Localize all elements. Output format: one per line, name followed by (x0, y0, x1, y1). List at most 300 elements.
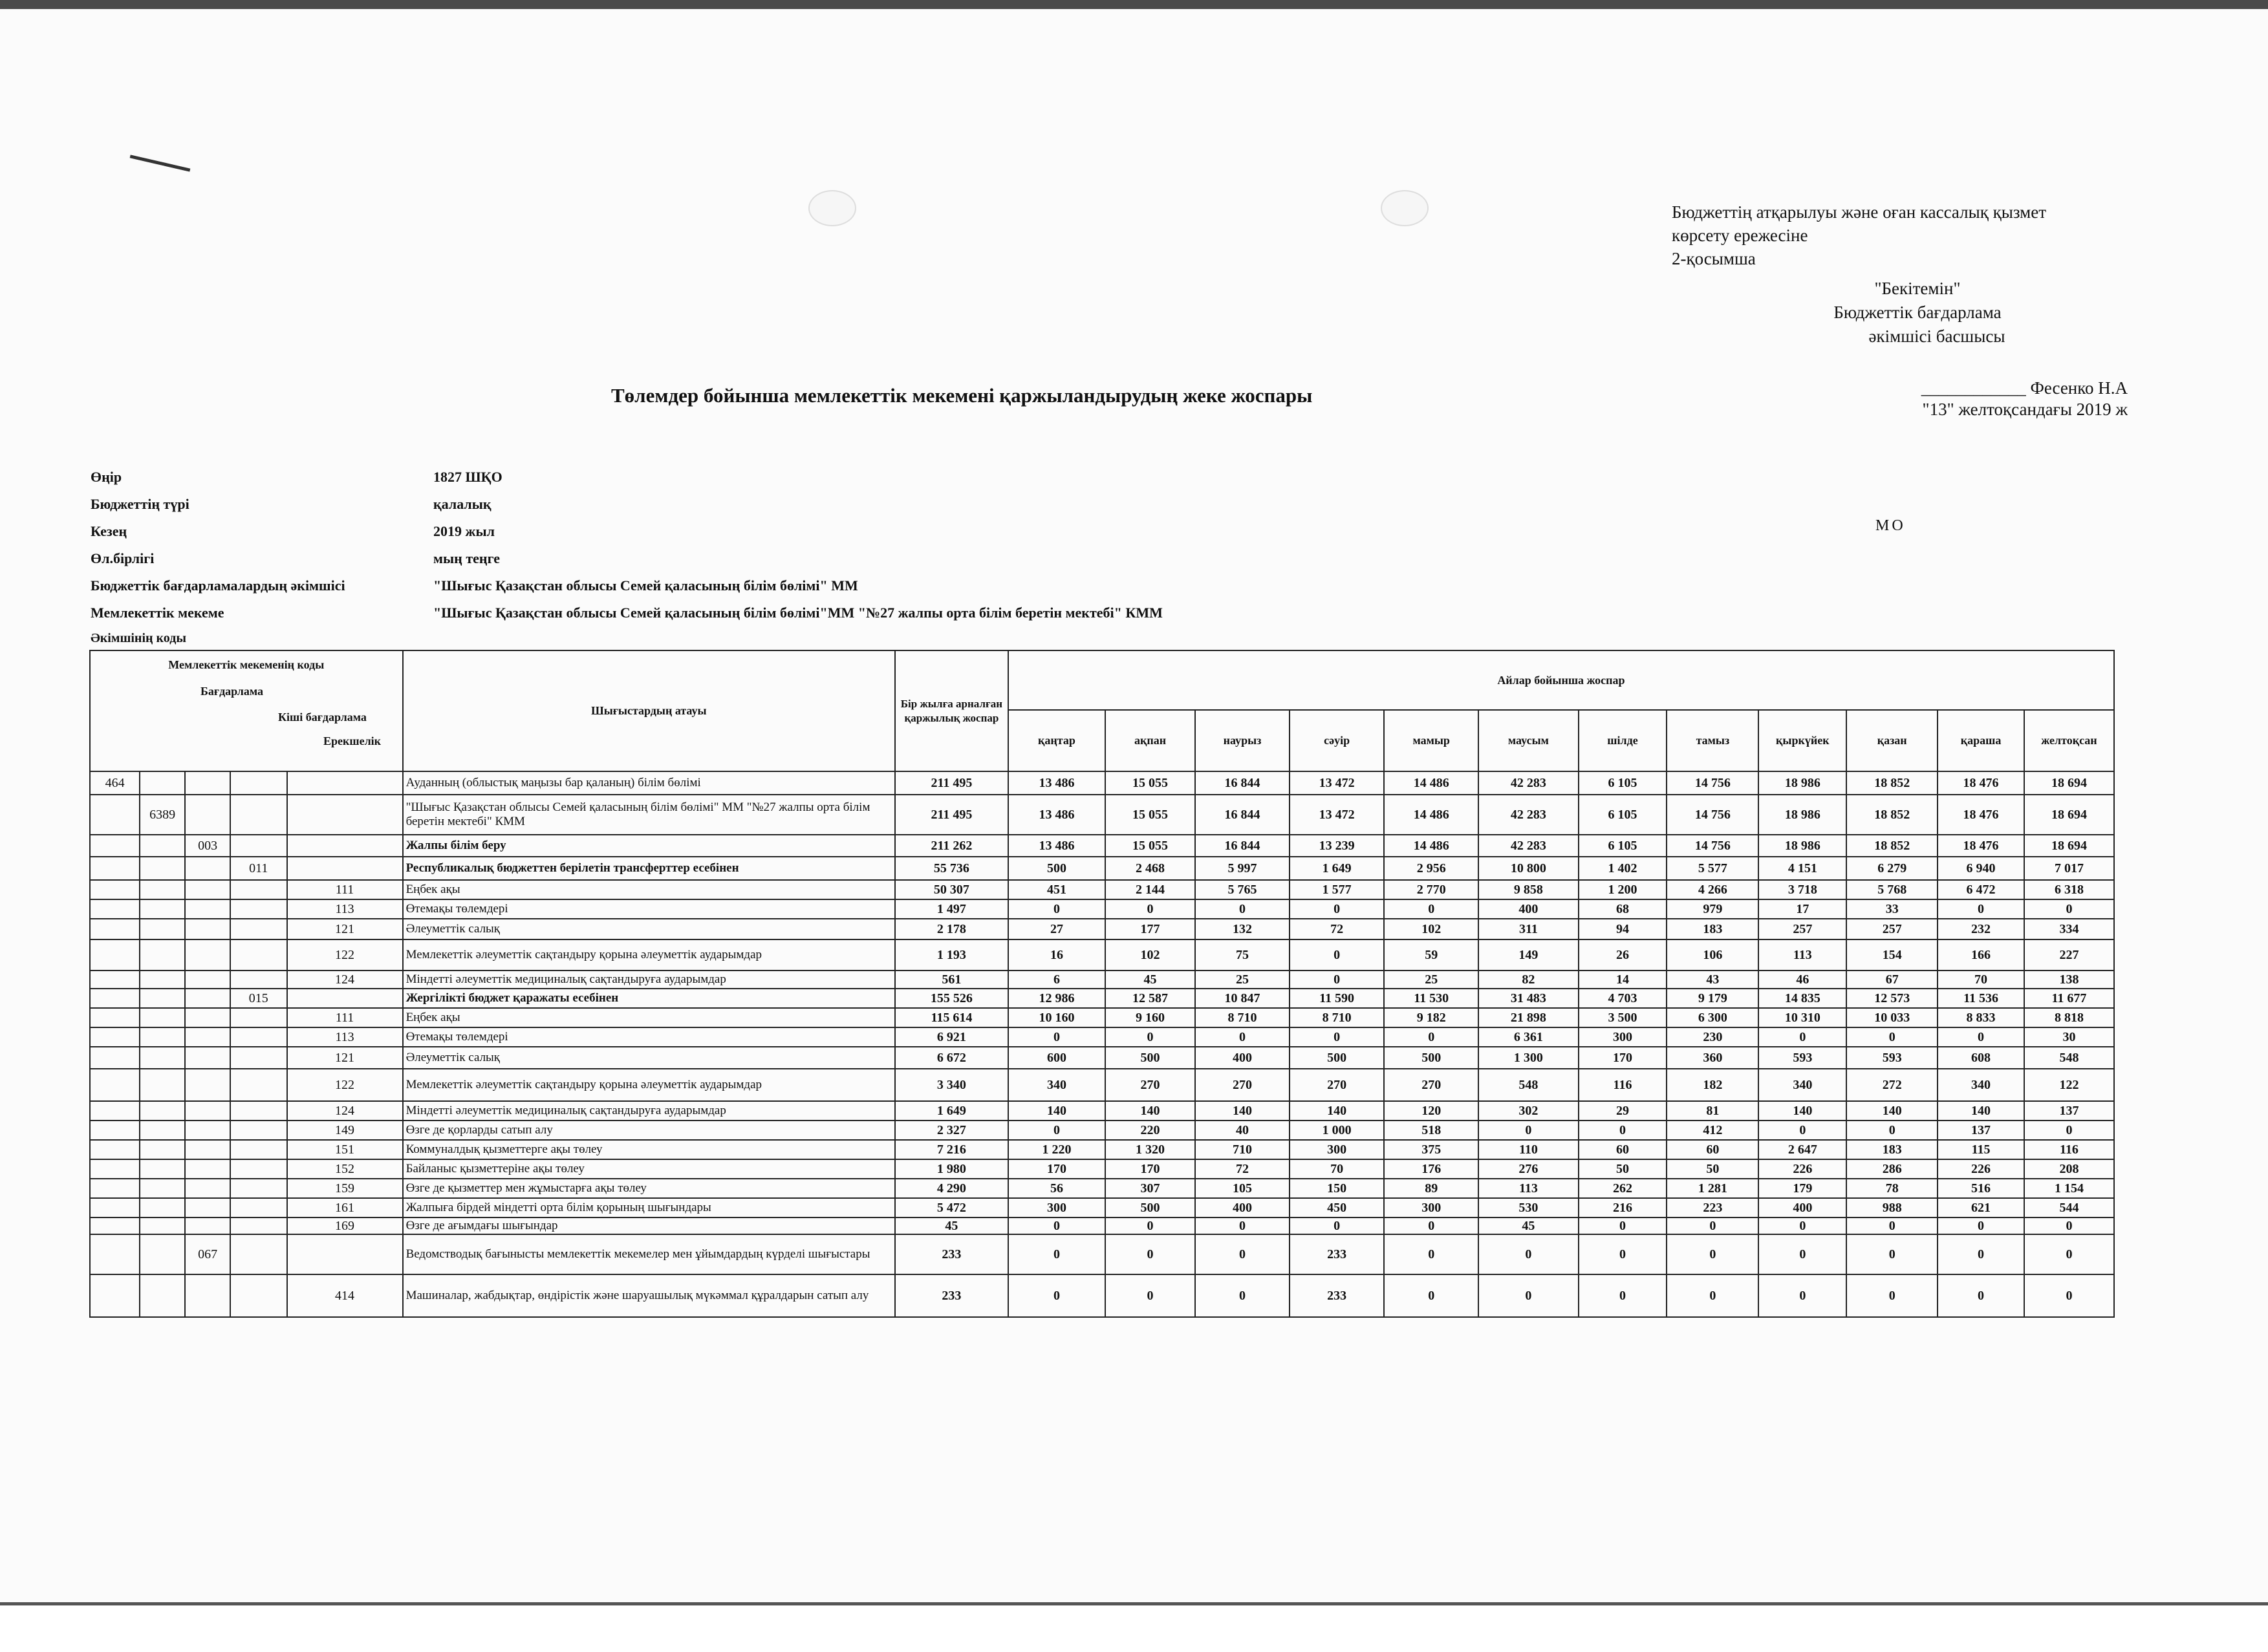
annual-total-cell: 50 307 (895, 880, 1008, 899)
month-value-cell: 272 (1846, 1069, 1938, 1101)
annual-total-cell: 5 472 (895, 1198, 1008, 1218)
meta-label: Бюджеттің түрі (91, 496, 189, 512)
program-code-cell (185, 1159, 230, 1179)
admin-code-cell (90, 835, 140, 857)
month-value-cell: 516 (1938, 1179, 2024, 1198)
month-value-cell: 600 (1008, 1047, 1105, 1069)
month-value-cell: 9 179 (1667, 989, 1758, 1008)
month-value-cell: 10 160 (1008, 1008, 1105, 1027)
month-value-cell: 0 (1384, 1027, 1478, 1047)
annual-total-cell: 1 497 (895, 899, 1008, 919)
month-value-cell: 0 (1290, 971, 1384, 989)
month-value-cell: 42 283 (1478, 835, 1578, 857)
annual-total-cell: 155 526 (895, 989, 1008, 1008)
month-value-cell: 8 710 (1290, 1008, 1384, 1027)
document-title: Төлемдер бойынша мемлекеттік мекемені қаржыландырудың жеке жоспары (611, 384, 1313, 407)
month-value-cell: 11 677 (2024, 989, 2114, 1008)
program-code-cell (185, 1027, 230, 1047)
table-row (90, 939, 2114, 971)
month-value-cell: 300 (1008, 1198, 1105, 1218)
month-value-cell: 105 (1195, 1179, 1290, 1198)
month-value-cell: 7 017 (2024, 857, 2114, 880)
specifics-code-cell (287, 835, 403, 857)
month-value-cell: 18 986 (1758, 771, 1846, 795)
month-value-cell: 0 (1195, 1274, 1290, 1317)
financing-plan-table (89, 650, 2115, 1318)
month-value-cell: 1 402 (1579, 857, 1667, 880)
month-value-cell: 122 (2024, 1069, 2114, 1101)
expense-name-cell: Өтемақы төлемдері (403, 1027, 895, 1047)
month-value-cell: 5 997 (1195, 857, 1290, 880)
month-value-cell: 18 986 (1758, 835, 1846, 857)
month-value-cell: 2 956 (1384, 857, 1478, 880)
admin-code-cell (90, 795, 140, 835)
org-code-cell (140, 1101, 185, 1121)
specifics-code-cell: 113 (287, 1027, 403, 1047)
org-code-cell: 6389 (140, 795, 185, 835)
month-value-cell: 232 (1938, 919, 2024, 939)
subprogram-code-cell (230, 835, 286, 857)
approval-date: "13" желтоқсандағы 2019 ж (1922, 400, 2128, 419)
month-value-cell: 89 (1384, 1179, 1478, 1198)
table-row (90, 857, 2114, 880)
month-value-cell: 110 (1478, 1140, 1578, 1159)
month-value-cell: 40 (1195, 1121, 1290, 1140)
specifics-code-cell: 152 (287, 1159, 403, 1179)
org-code-cell (140, 919, 185, 939)
month-value-cell: 979 (1667, 899, 1758, 919)
month-value-cell: 300 (1384, 1198, 1478, 1218)
annual-total-cell: 45 (895, 1218, 1008, 1234)
month-value-cell: 0 (1290, 939, 1384, 971)
month-value-cell: 0 (1195, 899, 1290, 919)
scan-bottom-edge (0, 1602, 2268, 1652)
month-value-cell: 13 486 (1008, 835, 1105, 857)
month-header: желтоқсан (2024, 710, 2114, 771)
month-value-cell: 0 (1667, 1274, 1758, 1317)
month-value-cell: 608 (1938, 1047, 2024, 1069)
org-code-cell (140, 1274, 185, 1317)
month-value-cell: 593 (1758, 1047, 1846, 1069)
approver-position-2: әкімшісі басшысы (1868, 327, 2005, 346)
table-row (90, 1047, 2114, 1069)
month-value-cell: 340 (1008, 1069, 1105, 1101)
specifics-code-cell: 122 (287, 939, 403, 971)
org-code-cell (140, 899, 185, 919)
admin-code-cell (90, 1159, 140, 1179)
month-value-cell: 4 703 (1579, 989, 1667, 1008)
month-value-cell: 0 (1105, 1274, 1195, 1317)
month-value-cell: 0 (1105, 1218, 1195, 1234)
admin-code-cell (90, 1101, 140, 1121)
month-value-cell: 16 844 (1195, 771, 1290, 795)
table-row (90, 899, 2114, 919)
table-row (90, 1218, 2114, 1234)
month-value-cell: 81 (1667, 1101, 1758, 1121)
table-row (90, 1069, 2114, 1101)
org-code-cell (140, 989, 185, 1008)
month-value-cell: 0 (1579, 1121, 1667, 1140)
specifics-code-cell: 113 (287, 899, 403, 919)
month-value-cell: 1 200 (1579, 880, 1667, 899)
month-value-cell: 25 (1384, 971, 1478, 989)
month-value-cell: 0 (1008, 1027, 1105, 1047)
table-body (90, 771, 2114, 1317)
month-value-cell: 0 (1667, 1234, 1758, 1274)
table-row (90, 971, 2114, 989)
month-value-cell: 140 (1195, 1101, 1290, 1121)
program-code-cell (185, 1274, 230, 1317)
month-value-cell: 70 (1290, 1159, 1384, 1179)
annual-total-cell: 4 290 (895, 1179, 1008, 1198)
month-value-cell: 2 647 (1758, 1140, 1846, 1159)
month-value-cell: 1 154 (2024, 1179, 2114, 1198)
expense-name-cell: Жергілікті бюджет қаражаты есебінен (403, 989, 895, 1008)
month-value-cell: 0 (1846, 1121, 1938, 1140)
month-value-cell: 340 (1758, 1069, 1846, 1101)
meta-value: 1827 ШҚО (433, 469, 502, 485)
approval-line: көрсету ережесіне (1672, 226, 1808, 245)
month-value-cell: 12 986 (1008, 989, 1105, 1008)
subprogram-code-cell (230, 1179, 286, 1198)
month-value-cell: 72 (1290, 919, 1384, 939)
program-code-cell (185, 857, 230, 880)
program-code-cell (185, 1198, 230, 1218)
month-value-cell: 2 770 (1384, 880, 1478, 899)
meta-value: "Шығыс Қазақстан облысы Семей қаласының білім бөлімі"ММ "№27 жалпы орта білім беретін мектебі" КММ (433, 605, 1163, 621)
month-value-cell: 412 (1667, 1121, 1758, 1140)
table-row (90, 1198, 2114, 1218)
org-code-cell (140, 1234, 185, 1274)
subprogram-code-cell (230, 1027, 286, 1047)
month-value-cell: 233 (1290, 1274, 1384, 1317)
month-value-cell: 0 (1105, 1234, 1195, 1274)
org-code-cell (140, 1069, 185, 1101)
month-value-cell: 149 (1478, 939, 1578, 971)
program-code-cell (185, 1069, 230, 1101)
expense-name-cell: Мемлекеттік әлеуметтік сақтандыру қорына әлеуметтік аударымдар (403, 939, 895, 971)
month-value-cell: 102 (1384, 919, 1478, 939)
month-value-cell: 0 (1758, 1027, 1846, 1047)
month-value-cell: 116 (2024, 1140, 2114, 1159)
subprogram-code-cell (230, 1274, 286, 1317)
month-value-cell: 3 718 (1758, 880, 1846, 899)
month-value-cell: 12 573 (1846, 989, 1938, 1008)
expense-name-cell: Өтемақы төлемдері (403, 899, 895, 919)
program-code-cell (185, 1140, 230, 1159)
table-row (90, 1140, 2114, 1159)
month-value-cell: 311 (1478, 919, 1578, 939)
month-value-cell: 11 530 (1384, 989, 1478, 1008)
monthly-plan-header: Айлар бойынша жоспар (1008, 650, 2114, 710)
month-header: шілде (1579, 710, 1667, 771)
admin-code-cell (90, 919, 140, 939)
admin-code-cell (90, 1218, 140, 1234)
table-row (90, 1234, 2114, 1274)
subprogram-code-cell (230, 880, 286, 899)
month-header: қараша (1938, 710, 2024, 771)
month-value-cell: 0 (1938, 899, 2024, 919)
month-value-cell: 216 (1579, 1198, 1667, 1218)
annual-total-cell: 6 672 (895, 1047, 1008, 1069)
month-value-cell: 0 (1105, 899, 1195, 919)
month-value-cell: 14 (1579, 971, 1667, 989)
expense-name-cell: Коммуналдық қызметтерге ақы төлеу (403, 1140, 895, 1159)
month-value-cell: 6 472 (1938, 880, 2024, 899)
subprogram-code-cell (230, 1047, 286, 1069)
month-value-cell: 2 144 (1105, 880, 1195, 899)
month-value-cell: 0 (2024, 1274, 2114, 1317)
month-value-cell: 0 (1008, 1121, 1105, 1140)
month-value-cell: 518 (1384, 1121, 1478, 1140)
month-value-cell: 182 (1667, 1069, 1758, 1101)
month-value-cell: 1 300 (1478, 1047, 1578, 1069)
month-value-cell: 270 (1384, 1069, 1478, 1101)
table-row (90, 1179, 2114, 1198)
admin-code-cell (90, 1047, 140, 1069)
month-value-cell: 276 (1478, 1159, 1578, 1179)
expense-name-cell: Өзге де қызметтер мен жұмыстарға ақы төлеу (403, 1179, 895, 1198)
admin-code-cell (90, 1008, 140, 1027)
org-code-cell (140, 771, 185, 795)
month-value-cell: 451 (1008, 880, 1105, 899)
month-value-cell: 50 (1579, 1159, 1667, 1179)
table-row (90, 989, 2114, 1008)
month-value-cell: 13 239 (1290, 835, 1384, 857)
month-value-cell: 50 (1667, 1159, 1758, 1179)
admin-code-cell (90, 1069, 140, 1101)
month-value-cell: 25 (1195, 971, 1290, 989)
month-value-cell: 400 (1478, 899, 1578, 919)
month-value-cell: 6 105 (1579, 795, 1667, 835)
month-value-cell: 0 (1008, 1274, 1105, 1317)
subprogram-code-cell (230, 939, 286, 971)
org-code-cell (140, 1121, 185, 1140)
specifics-code-cell (287, 795, 403, 835)
subprogram-code-cell: 011 (230, 857, 286, 880)
table-row (90, 771, 2114, 795)
month-value-cell: 0 (1478, 1234, 1578, 1274)
table-row (90, 1008, 2114, 1027)
month-value-cell: 18 986 (1758, 795, 1846, 835)
specifics-code-cell: 121 (287, 1047, 403, 1069)
program-code-cell (185, 971, 230, 989)
month-value-cell: 1 577 (1290, 880, 1384, 899)
subprogram-code-cell (230, 899, 286, 919)
admin-code-cell (90, 939, 140, 971)
subprogram-code-cell (230, 1140, 286, 1159)
month-value-cell: 60 (1667, 1140, 1758, 1159)
month-value-cell: 10 033 (1846, 1008, 1938, 1027)
month-value-cell: 10 847 (1195, 989, 1290, 1008)
annual-total-cell: 1 649 (895, 1101, 1008, 1121)
admin-code-cell (90, 1198, 140, 1218)
month-value-cell: 18 694 (2024, 771, 2114, 795)
month-value-cell: 334 (2024, 919, 2114, 939)
month-value-cell: 6 (1008, 971, 1105, 989)
org-code-cell (140, 939, 185, 971)
month-value-cell: 166 (1938, 939, 2024, 971)
month-value-cell: 140 (1938, 1101, 2024, 1121)
month-value-cell: 375 (1384, 1140, 1478, 1159)
specifics-code-cell: 121 (287, 919, 403, 939)
expense-name-cell: Ведомстводық бағынысты мемлекеттік мекемелер мен ұйымдардың күрделі шығыстары (403, 1234, 895, 1274)
month-value-cell: 223 (1667, 1198, 1758, 1218)
month-value-cell: 400 (1758, 1198, 1846, 1218)
month-value-cell: 72 (1195, 1159, 1290, 1179)
month-value-cell: 6 361 (1478, 1027, 1578, 1047)
month-value-cell: 270 (1105, 1069, 1195, 1101)
month-value-cell: 0 (1290, 899, 1384, 919)
month-value-cell: 450 (1290, 1198, 1384, 1218)
specifics-code-cell: 161 (287, 1198, 403, 1218)
org-code-cell (140, 1140, 185, 1159)
month-value-cell: 0 (1846, 1234, 1938, 1274)
org-code-cell (140, 1218, 185, 1234)
month-header: маусым (1478, 710, 1578, 771)
month-header: қазан (1846, 710, 1938, 771)
admin-code-cell (90, 1140, 140, 1159)
month-value-cell: 33 (1846, 899, 1938, 919)
table-row (90, 880, 2114, 899)
subprogram-code-cell (230, 1234, 286, 1274)
org-code-cell (140, 1008, 185, 1027)
month-value-cell: 59 (1384, 939, 1478, 971)
month-value-cell: 0 (1758, 1218, 1846, 1234)
month-value-cell: 0 (1938, 1027, 2024, 1047)
specifics-code-cell: 149 (287, 1121, 403, 1140)
meta-label: Мемлекеттік мекеме (91, 605, 224, 621)
specifics-code-cell: 169 (287, 1218, 403, 1234)
month-value-cell: 42 283 (1478, 795, 1578, 835)
month-value-cell: 170 (1579, 1047, 1667, 1069)
admin-code-cell: 464 (90, 771, 140, 795)
admin-code-cell (90, 989, 140, 1008)
month-value-cell: 227 (2024, 939, 2114, 971)
month-value-cell: 1 220 (1008, 1140, 1105, 1159)
month-value-cell: 1 000 (1290, 1121, 1384, 1140)
month-value-cell: 14 756 (1667, 795, 1758, 835)
month-value-cell: 140 (1758, 1101, 1846, 1121)
program-code-cell: 067 (185, 1234, 230, 1274)
org-code-cell (140, 1198, 185, 1218)
month-header: наурыз (1195, 710, 1290, 771)
month-value-cell: 3 500 (1579, 1008, 1667, 1027)
expense-name-cell: Өзге де қорларды сатып алу (403, 1121, 895, 1140)
month-value-cell: 170 (1008, 1159, 1105, 1179)
month-value-cell: 31 483 (1478, 989, 1578, 1008)
month-value-cell: 140 (1290, 1101, 1384, 1121)
program-label: Бағдарлама (200, 685, 263, 698)
month-value-cell: 400 (1195, 1047, 1290, 1069)
month-value-cell: 154 (1846, 939, 1938, 971)
approver-signature: ____________ Фесенко Н.А (1921, 378, 2128, 398)
month-value-cell: 138 (2024, 971, 2114, 989)
annual-total-cell: 211 495 (895, 771, 1008, 795)
meta-label: Өл.бірлігі (91, 550, 155, 566)
month-value-cell: 42 283 (1478, 771, 1578, 795)
month-value-cell: 14 756 (1667, 835, 1758, 857)
specifics-code-cell: 111 (287, 1008, 403, 1027)
month-value-cell: 0 (1290, 1027, 1384, 1047)
month-value-cell: 230 (1667, 1027, 1758, 1047)
program-code-cell (185, 795, 230, 835)
specifics-label: Ерекшелік (323, 735, 382, 747)
specifics-code-cell: 159 (287, 1179, 403, 1198)
table-row (90, 1159, 2114, 1179)
month-value-cell: 9 160 (1105, 1008, 1195, 1027)
annual-total-cell: 233 (895, 1274, 1008, 1317)
month-value-cell: 0 (1758, 1234, 1846, 1274)
month-value-cell: 6 105 (1579, 771, 1667, 795)
month-value-cell: 257 (1846, 919, 1938, 939)
program-code-cell (185, 989, 230, 1008)
month-value-cell: 0 (1008, 1234, 1105, 1274)
specifics-code-cell: 151 (287, 1140, 403, 1159)
month-value-cell: 67 (1846, 971, 1938, 989)
annual-total-cell: 115 614 (895, 1008, 1008, 1027)
month-value-cell: 0 (1846, 1027, 1938, 1047)
month-value-cell: 60 (1579, 1140, 1667, 1159)
program-code-cell (185, 939, 230, 971)
month-value-cell: 226 (1938, 1159, 2024, 1179)
table-row (90, 1274, 2114, 1317)
meta-value: "Шығыс Қазақстан облысы Семей қаласының білім бөлімі" ММ (433, 577, 858, 594)
month-value-cell: 226 (1758, 1159, 1846, 1179)
month-value-cell: 548 (2024, 1047, 2114, 1069)
expense-name-cell: Жалпыға бірдей міндетті орта білім қорының шығындары (403, 1198, 895, 1218)
month-value-cell: 137 (1938, 1121, 2024, 1140)
program-code-cell (185, 880, 230, 899)
subprogram-code-cell (230, 919, 286, 939)
meta-value: 2019 жыл (433, 523, 495, 539)
month-value-cell: 18 694 (2024, 795, 2114, 835)
expense-name-cell: Еңбек ақы (403, 1008, 895, 1027)
month-value-cell: 116 (1579, 1069, 1667, 1101)
month-value-cell: 113 (1478, 1179, 1578, 1198)
month-value-cell: 233 (1290, 1234, 1384, 1274)
subprogram-label: Кіші бағдарлама (278, 711, 367, 724)
month-value-cell: 0 (1758, 1121, 1846, 1140)
month-value-cell: 1 281 (1667, 1179, 1758, 1198)
subprogram-code-cell (230, 1159, 286, 1179)
table-row (90, 1101, 2114, 1121)
month-value-cell: 0 (1758, 1274, 1846, 1317)
month-value-cell: 140 (1846, 1101, 1938, 1121)
annual-total-cell: 211 495 (895, 795, 1008, 835)
month-value-cell: 6 300 (1667, 1008, 1758, 1027)
specifics-code-cell (287, 771, 403, 795)
program-code-cell (185, 919, 230, 939)
binder-hole-left (808, 190, 856, 226)
annual-total-cell: 211 262 (895, 835, 1008, 857)
expense-name-header: Шығыстардың атауы (403, 650, 895, 771)
month-value-cell: 6 105 (1579, 835, 1667, 857)
month-value-cell: 45 (1478, 1218, 1578, 1234)
month-value-cell: 500 (1290, 1047, 1384, 1069)
month-value-cell: 0 (1290, 1218, 1384, 1234)
month-value-cell: 0 (2024, 1121, 2114, 1140)
month-value-cell: 179 (1758, 1179, 1846, 1198)
month-value-cell: 0 (1938, 1234, 2024, 1274)
month-value-cell: 5 768 (1846, 880, 1938, 899)
expense-name-cell: Міндетті әлеуметтік медициналық сақтандыруға аударымдар (403, 971, 895, 989)
month-value-cell: 8 833 (1938, 1008, 2024, 1027)
admin-code-label: Әкімшінің коды (91, 631, 186, 645)
expense-name-cell: Республикалық бюджеттен берілетін трансферттер есебінен (403, 857, 895, 880)
month-value-cell: 262 (1579, 1179, 1667, 1198)
admin-code-cell (90, 971, 140, 989)
